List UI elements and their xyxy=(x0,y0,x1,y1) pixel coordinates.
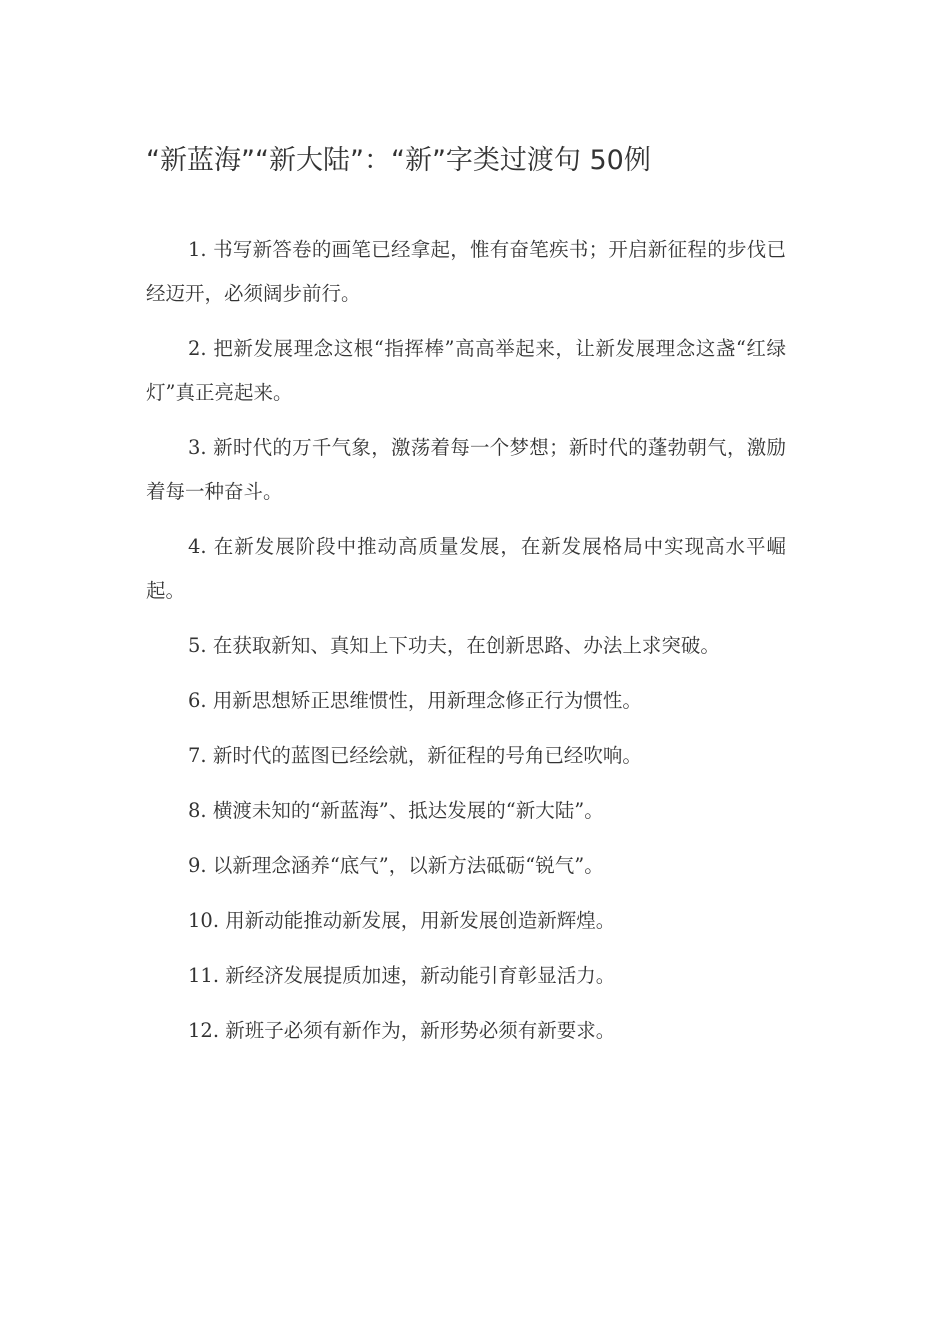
item-text: 新班子必须有新作为，新形势必须有新要求。 xyxy=(225,1019,616,1042)
list-item xyxy=(146,525,786,613)
item-text: 把新发展理念这根“指挥棒”高高举起来，让新发展理念这盏“红绿灯”真正亮起来。 xyxy=(146,337,786,404)
list-item xyxy=(146,228,786,316)
item-number: 2. xyxy=(188,337,207,360)
item-number: 10. xyxy=(188,909,220,932)
item-number: 11. xyxy=(188,964,220,987)
list-item xyxy=(146,1009,786,1053)
item-text: 书写新答卷的画笔已经拿起，惟有奋笔疾书；开启新征程的步伐已经迈开，必须阔步前行。 xyxy=(146,238,786,305)
list-item xyxy=(146,327,786,415)
list-item xyxy=(146,679,786,723)
item-number: 5. xyxy=(188,634,207,657)
list-item xyxy=(146,426,786,514)
item-text: 新时代的蓝图已经绘就，新征程的号角已经吹响。 xyxy=(212,744,642,767)
list-item xyxy=(146,624,786,668)
list-item xyxy=(146,734,786,778)
item-text: 在新发展阶段中推动高质量发展，在新发展格局中实现高水平崛起。 xyxy=(146,535,786,602)
list-item xyxy=(146,844,786,888)
item-number: 1. xyxy=(188,238,207,261)
item-text: 新经济发展提质加速，新动能引育彰显活力。 xyxy=(225,964,616,987)
list-item xyxy=(146,899,786,943)
item-number: 8. xyxy=(188,799,207,822)
item-number: 6. xyxy=(188,689,207,712)
list-item xyxy=(146,789,786,833)
item-number: 12. xyxy=(188,1019,220,1042)
item-text: 新时代的万千气象，激荡着每一个梦想；新时代的蓬勃朝气，激励着每一种奋斗。 xyxy=(146,436,786,503)
item-text: 在获取新知、真知上下功夫，在创新思路、办法上求突破。 xyxy=(212,634,720,657)
document-title: “新蓝海”“新大陆”：“新”字类过渡句 50例 xyxy=(146,145,651,176)
item-number: 4. xyxy=(188,535,207,558)
item-number: 7. xyxy=(188,744,207,767)
list-item xyxy=(146,954,786,998)
item-number: 3. xyxy=(188,436,207,459)
item-text: 以新理念涵养“底气”，以新方法砥砺“锐气”。 xyxy=(212,854,604,877)
document-body xyxy=(146,228,786,1064)
item-number: 9. xyxy=(188,854,207,877)
item-text: 横渡未知的“新蓝海”、抵达发展的“新大陆”。 xyxy=(212,799,604,822)
item-text: 用新动能推动新发展，用新发展创造新辉煌。 xyxy=(225,909,616,932)
item-text: 用新思想矫正思维惯性，用新理念修正行为惯性。 xyxy=(212,689,642,712)
